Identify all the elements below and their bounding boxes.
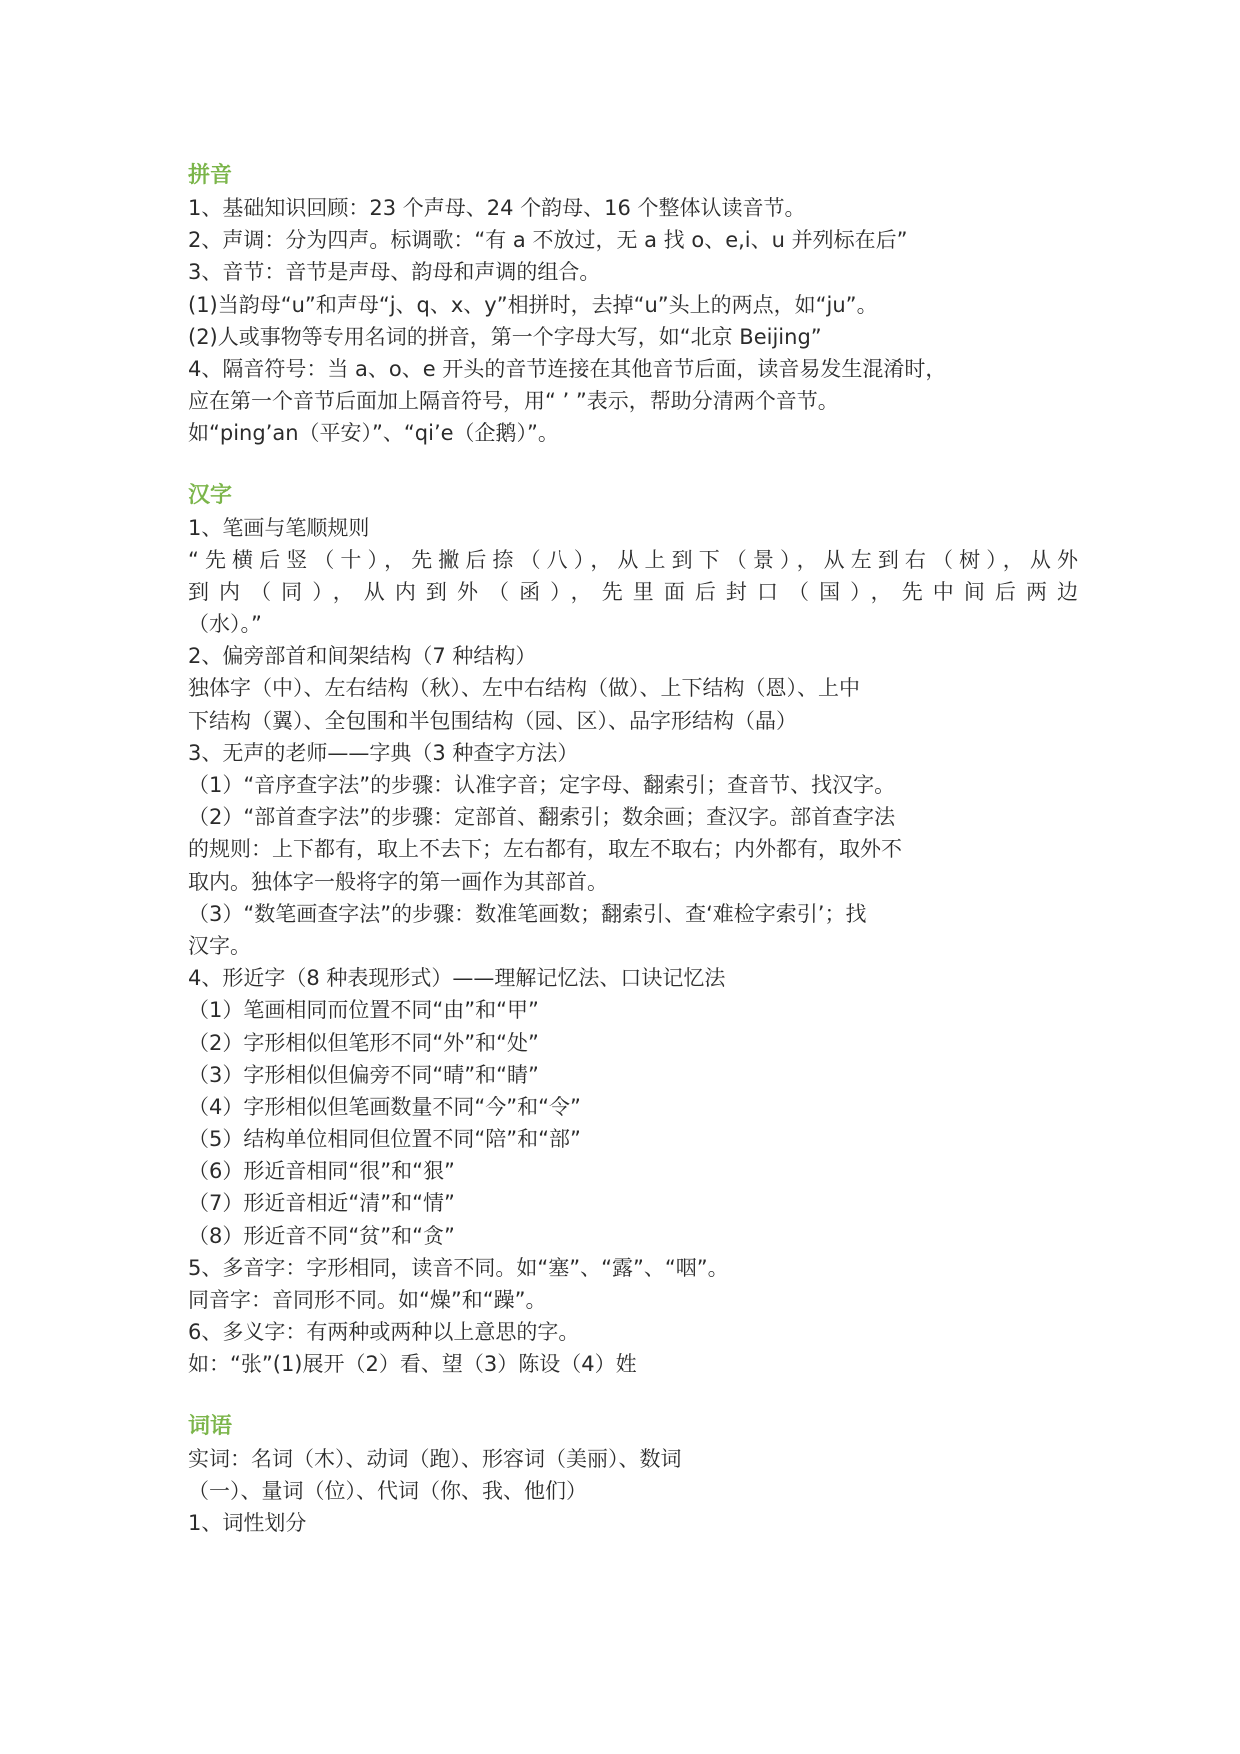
text-line: 1、笔画与笔顺规则 [188, 515, 370, 540]
text-line: 独体字（中）、左右结构（秋）、左中右结构（做）、上下结构（恩）、上中 [188, 676, 860, 701]
section-heading: 词语 [188, 1413, 233, 1439]
text-line: (2)人或事物等专用名词的拼音，第一个字母大写，如“北京 Beijing” [188, 324, 822, 349]
text-line: 6、多义字：有两种或两种以上意思的字。 [188, 1320, 580, 1345]
text-line: （3）“数笔画查字法”的步骤：数准笔画数；翻索引、查‘难检字索引’；找 [188, 901, 867, 926]
text-line: 2、声调：分为四声。标调歌：“有 a 不放过，无 a 找 o、e,i、u 并列标在后” [188, 228, 908, 253]
text-line: 实词：名词（木）、动词（跑）、形容词（美丽）、数词 [188, 1446, 682, 1471]
text-line: 汉字。 [188, 933, 251, 958]
text-line: 1、基础知识回顾：23 个声母、24 个韵母、16 个整体认读音节。 [188, 196, 806, 220]
text-line: 5、多音字：字形相同，读音不同。如“塞”、“露”、“咽”。 [188, 1255, 729, 1280]
text-line: （一）、量词（位）、代词（你、我、他们） [188, 1478, 587, 1503]
section-ciyu [188, 1411, 1078, 1540]
text-line: 4、隔音符号：当 a、o、e 开头的音节连接在其他音节后面，读音易发生混淆时， [188, 356, 947, 381]
document-page [188, 160, 1078, 1539]
text-line: 的规则：上下都有，取上不去下；左右都有，取左不取右；内外都有，取外不 [188, 837, 902, 862]
text-line: （水）。” [188, 612, 262, 637]
text-line: 应在第一个音节后面加上隔音符号，用“ ’ ”表示，帮助分清两个音节。 [188, 389, 839, 414]
section-pinyin [188, 160, 1078, 450]
text-line: （4）字形相似但笔画数量不同“今”和“令” [188, 1094, 581, 1119]
section-hanzi [188, 480, 1078, 1381]
text-line: （3）字形相似但偏旁不同“晴”和“睛” [188, 1062, 539, 1087]
text-line: （7）形近音相近“清”和“情” [188, 1191, 455, 1216]
text-line: 如：“张”(1)展开（2）看、望（3）陈设（4）姓 [188, 1352, 637, 1377]
text-line: 下结构（翼）、全包围和半包围结构（园、区）、品字形结构（晶） [188, 708, 797, 733]
section-heading: 拼音 [188, 163, 233, 188]
text-line: 如“ping’an（平安）”、“qi’e（企鹅）”。 [188, 421, 559, 446]
text-line: （8）形近音不同“贫”和“贪” [188, 1223, 455, 1248]
text-line: （2）“部首查字法”的步骤：定部首、翻索引；数余画；查汉字。部首查字法 [188, 805, 896, 830]
text-line: 2、偏旁部首和间架结构（7 种结构） [188, 644, 537, 669]
text-line: （5）结构单位相同但位置不同“陪”和“部” [188, 1127, 581, 1152]
text-line: 同音字：音同形不同。如“燥”和“躁”。 [188, 1288, 547, 1312]
text-line: 4、形近字（8 种表现形式）——理解记忆法、口诀记忆法 [188, 966, 726, 991]
text-line: “先横后竖（十），先撇后捺（八），从上到下（景），从左到右（树），从外 [188, 547, 1078, 572]
text-line: （6）形近音相同“很”和“狠” [188, 1159, 455, 1184]
text-line: 1、词性划分 [188, 1510, 307, 1535]
text-line: 取内。独体字一般将字的第一画作为其部首。 [188, 869, 608, 894]
text-line: 3、无声的老师——字典（3 种查字方法） [188, 740, 579, 765]
text-line: (1)当韵母“u”和声母“j、q、x、y”相拼时，去掉“u”头上的两点，如“ju”。 [188, 292, 878, 317]
text-line: 到内（同），从内到外（函），先里面后封口（国），先中间后两边 [188, 579, 1078, 604]
text-line: （1）笔画相同而位置不同“由”和“甲” [188, 998, 539, 1023]
text-line: （2）字形相似但笔形不同“外”和“处” [188, 1030, 539, 1055]
text-line: （1）“音序查字法”的步骤：认准字音；定字母、翻索引；查音节、找汉字。 [188, 773, 896, 797]
text-line: 3、音节：音节是声母、韵母和声调的组合。 [188, 260, 601, 285]
section-heading: 汉字 [188, 482, 233, 508]
